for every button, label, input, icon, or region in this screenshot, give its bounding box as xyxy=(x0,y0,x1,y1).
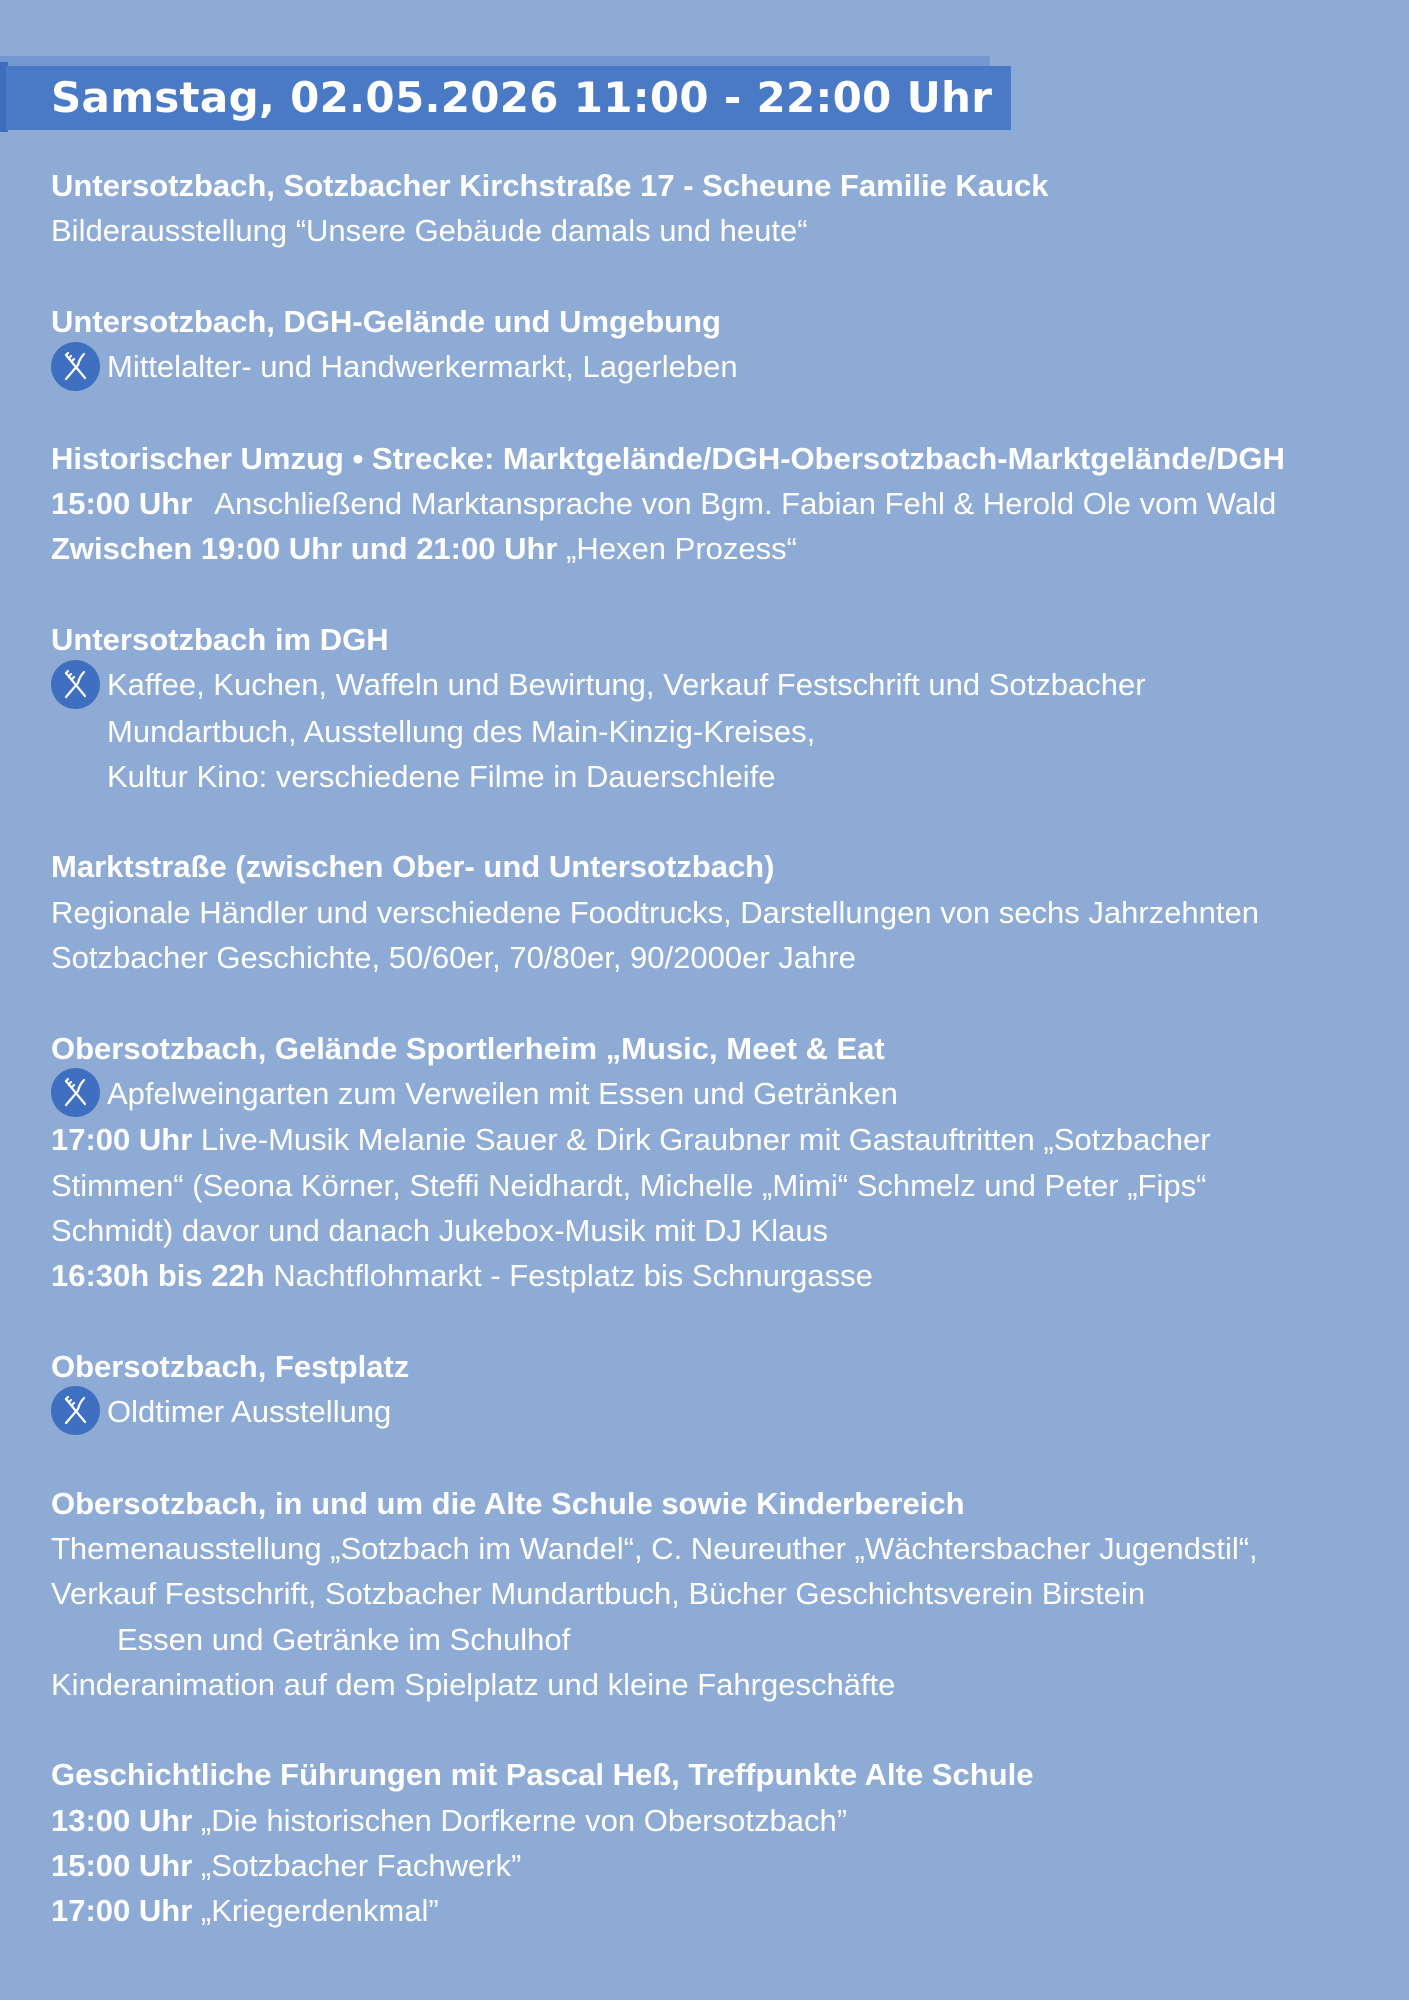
time-label: Zwischen 19:00 Uhr und 21:00 Uhr xyxy=(51,531,558,567)
time-label: 15:00 Uhr xyxy=(51,486,193,522)
section-line xyxy=(51,1071,1401,1117)
line-text: Nachtflohmarkt - Festplatz bis Schnurgasse xyxy=(273,1258,873,1294)
line-text: Kaffee, Kuchen, Waffeln und Bewirtung, Verkauf Festschrift und Sotzbacher xyxy=(107,667,1146,703)
section-line: Regionale Händler und verschiedene Foodtrucks, Darstellungen von sechs Jahrzehnten xyxy=(51,894,1260,930)
section-line: Sotzbacher Geschichte, 50/60er, 70/80er, 90/2000er Jahre xyxy=(51,940,856,976)
line-text: Apfelweingarten zum Verweilen mit Essen und Getränken xyxy=(107,1075,898,1111)
line-text: Mittelalter- und Handwerkermarkt, Lagerleben xyxy=(107,349,738,385)
time-label: 15:00 Uhr xyxy=(51,1848,193,1884)
section-line xyxy=(51,1798,1401,1843)
line-text: „Hexen Prozess“ xyxy=(566,531,797,567)
section-heading: Obersotzbach, in und um die Alte Schule sowie Kinderbereich xyxy=(51,1485,965,1521)
section-line xyxy=(51,1888,1401,1933)
time-label: 16:30h bis 22h xyxy=(51,1258,265,1294)
section-line xyxy=(51,1389,1401,1435)
section-kirchstrasse xyxy=(51,163,1401,254)
section-alte-schule xyxy=(51,1481,1401,1707)
section-marktstrasse xyxy=(51,844,1401,980)
section-historischer-umzug xyxy=(51,436,1401,572)
section-heading: Geschichtliche Führungen mit Pascal Heß, Treffpunkte Alte Schule xyxy=(51,1757,1034,1793)
program-list xyxy=(51,163,1401,1979)
line-text: Live-Musik Melanie Sauer & Dirk Graubner mit Gastauftritten „Sotzbacher xyxy=(200,1122,1211,1158)
line-text: Anschließend Marktansprache von Bgm. Fabian Fehl & Herold Ole vom Wald xyxy=(214,486,1277,522)
section-line: Kultur Kino: verschiedene Filme in Dauerschleife xyxy=(107,758,776,794)
section-heading: Untersotzbach im DGH xyxy=(51,621,389,657)
line-text: „Die historischen Dorfkerne von Obersotzbach” xyxy=(200,1802,848,1838)
section-line: Themenausstellung „Sotzbach im Wandel“, C. Neureuther „Wächtersbacher Jugendstil“, xyxy=(51,1530,1258,1566)
section-line: Verkauf Festschrift, Sotzbacher Mundartbuch, Bücher Geschichtsverein Birstein xyxy=(51,1576,1146,1612)
section-heading: Untersotzbach, Sotzbacher Kirchstraße 17 - Scheune Familie Kauck xyxy=(51,168,1049,203)
fork-knife-icon xyxy=(51,1386,100,1435)
section-line xyxy=(51,1117,1401,1162)
section-heading: Obersotzbach, Gelände Sportlerheim „Music, Meet & Eat xyxy=(51,1030,885,1066)
section-fuehrungen xyxy=(51,1752,1401,1933)
line-text: Oldtimer Ausstellung xyxy=(107,1394,392,1430)
fork-knife-icon xyxy=(51,660,100,709)
section-line xyxy=(51,662,1401,708)
section-heading: Obersotzbach, Festplatz xyxy=(51,1348,410,1384)
time-label: 13:00 Uhr xyxy=(51,1802,193,1838)
section-heading: Untersotzbach, DGH-Gelände und Umgebung xyxy=(51,303,721,339)
section-line xyxy=(51,344,1401,390)
line-text: „Kriegerdenkmal” xyxy=(200,1893,439,1929)
section-festplatz xyxy=(51,1344,1401,1436)
section-sportlerheim xyxy=(51,1026,1401,1299)
section-line: Essen und Getränke im Schulhof xyxy=(117,1621,571,1657)
section-line: Kinderanimation auf dem Spielplatz und kleine Fahrgeschäfte xyxy=(51,1666,896,1702)
section-line: Bilderausstellung “Unsere Gebäude damals und heute“ xyxy=(51,213,808,249)
section-line xyxy=(51,526,1401,571)
fork-knife-icon xyxy=(51,1068,100,1117)
time-label: 17:00 Uhr xyxy=(51,1122,193,1158)
section-line xyxy=(51,1843,1401,1888)
line-text: „Sotzbacher Fachwerk” xyxy=(200,1848,522,1884)
section-line xyxy=(51,1253,1401,1298)
section-line: Mundartbuch, Ausstellung des Main-Kinzig-Kreises, xyxy=(107,713,816,749)
section-dgh xyxy=(51,617,1401,799)
time-label: 17:00 Uhr xyxy=(51,1893,193,1929)
section-dgh-gelaende xyxy=(51,299,1401,391)
section-line: Schmidt) davor und danach Jukebox-Musik mit DJ Klaus xyxy=(51,1212,829,1248)
page-title: Samstag, 02.05.2026 11:00 - 22:00 Uhr xyxy=(51,73,993,122)
fork-knife-icon xyxy=(51,342,100,391)
section-line: Stimmen“ (Seona Körner, Steffi Neidhardt, Michelle „Mimi“ Schmelz und Peter „Fips“ xyxy=(51,1167,1207,1203)
section-heading: Marktstraße (zwischen Ober- und Untersotzbach) xyxy=(51,849,775,885)
section-heading: Historischer Umzug • Strecke: Marktgelände/DGH-Obersotzbach-Marktgelände/DGH xyxy=(51,440,1285,476)
section-line xyxy=(51,481,1401,526)
